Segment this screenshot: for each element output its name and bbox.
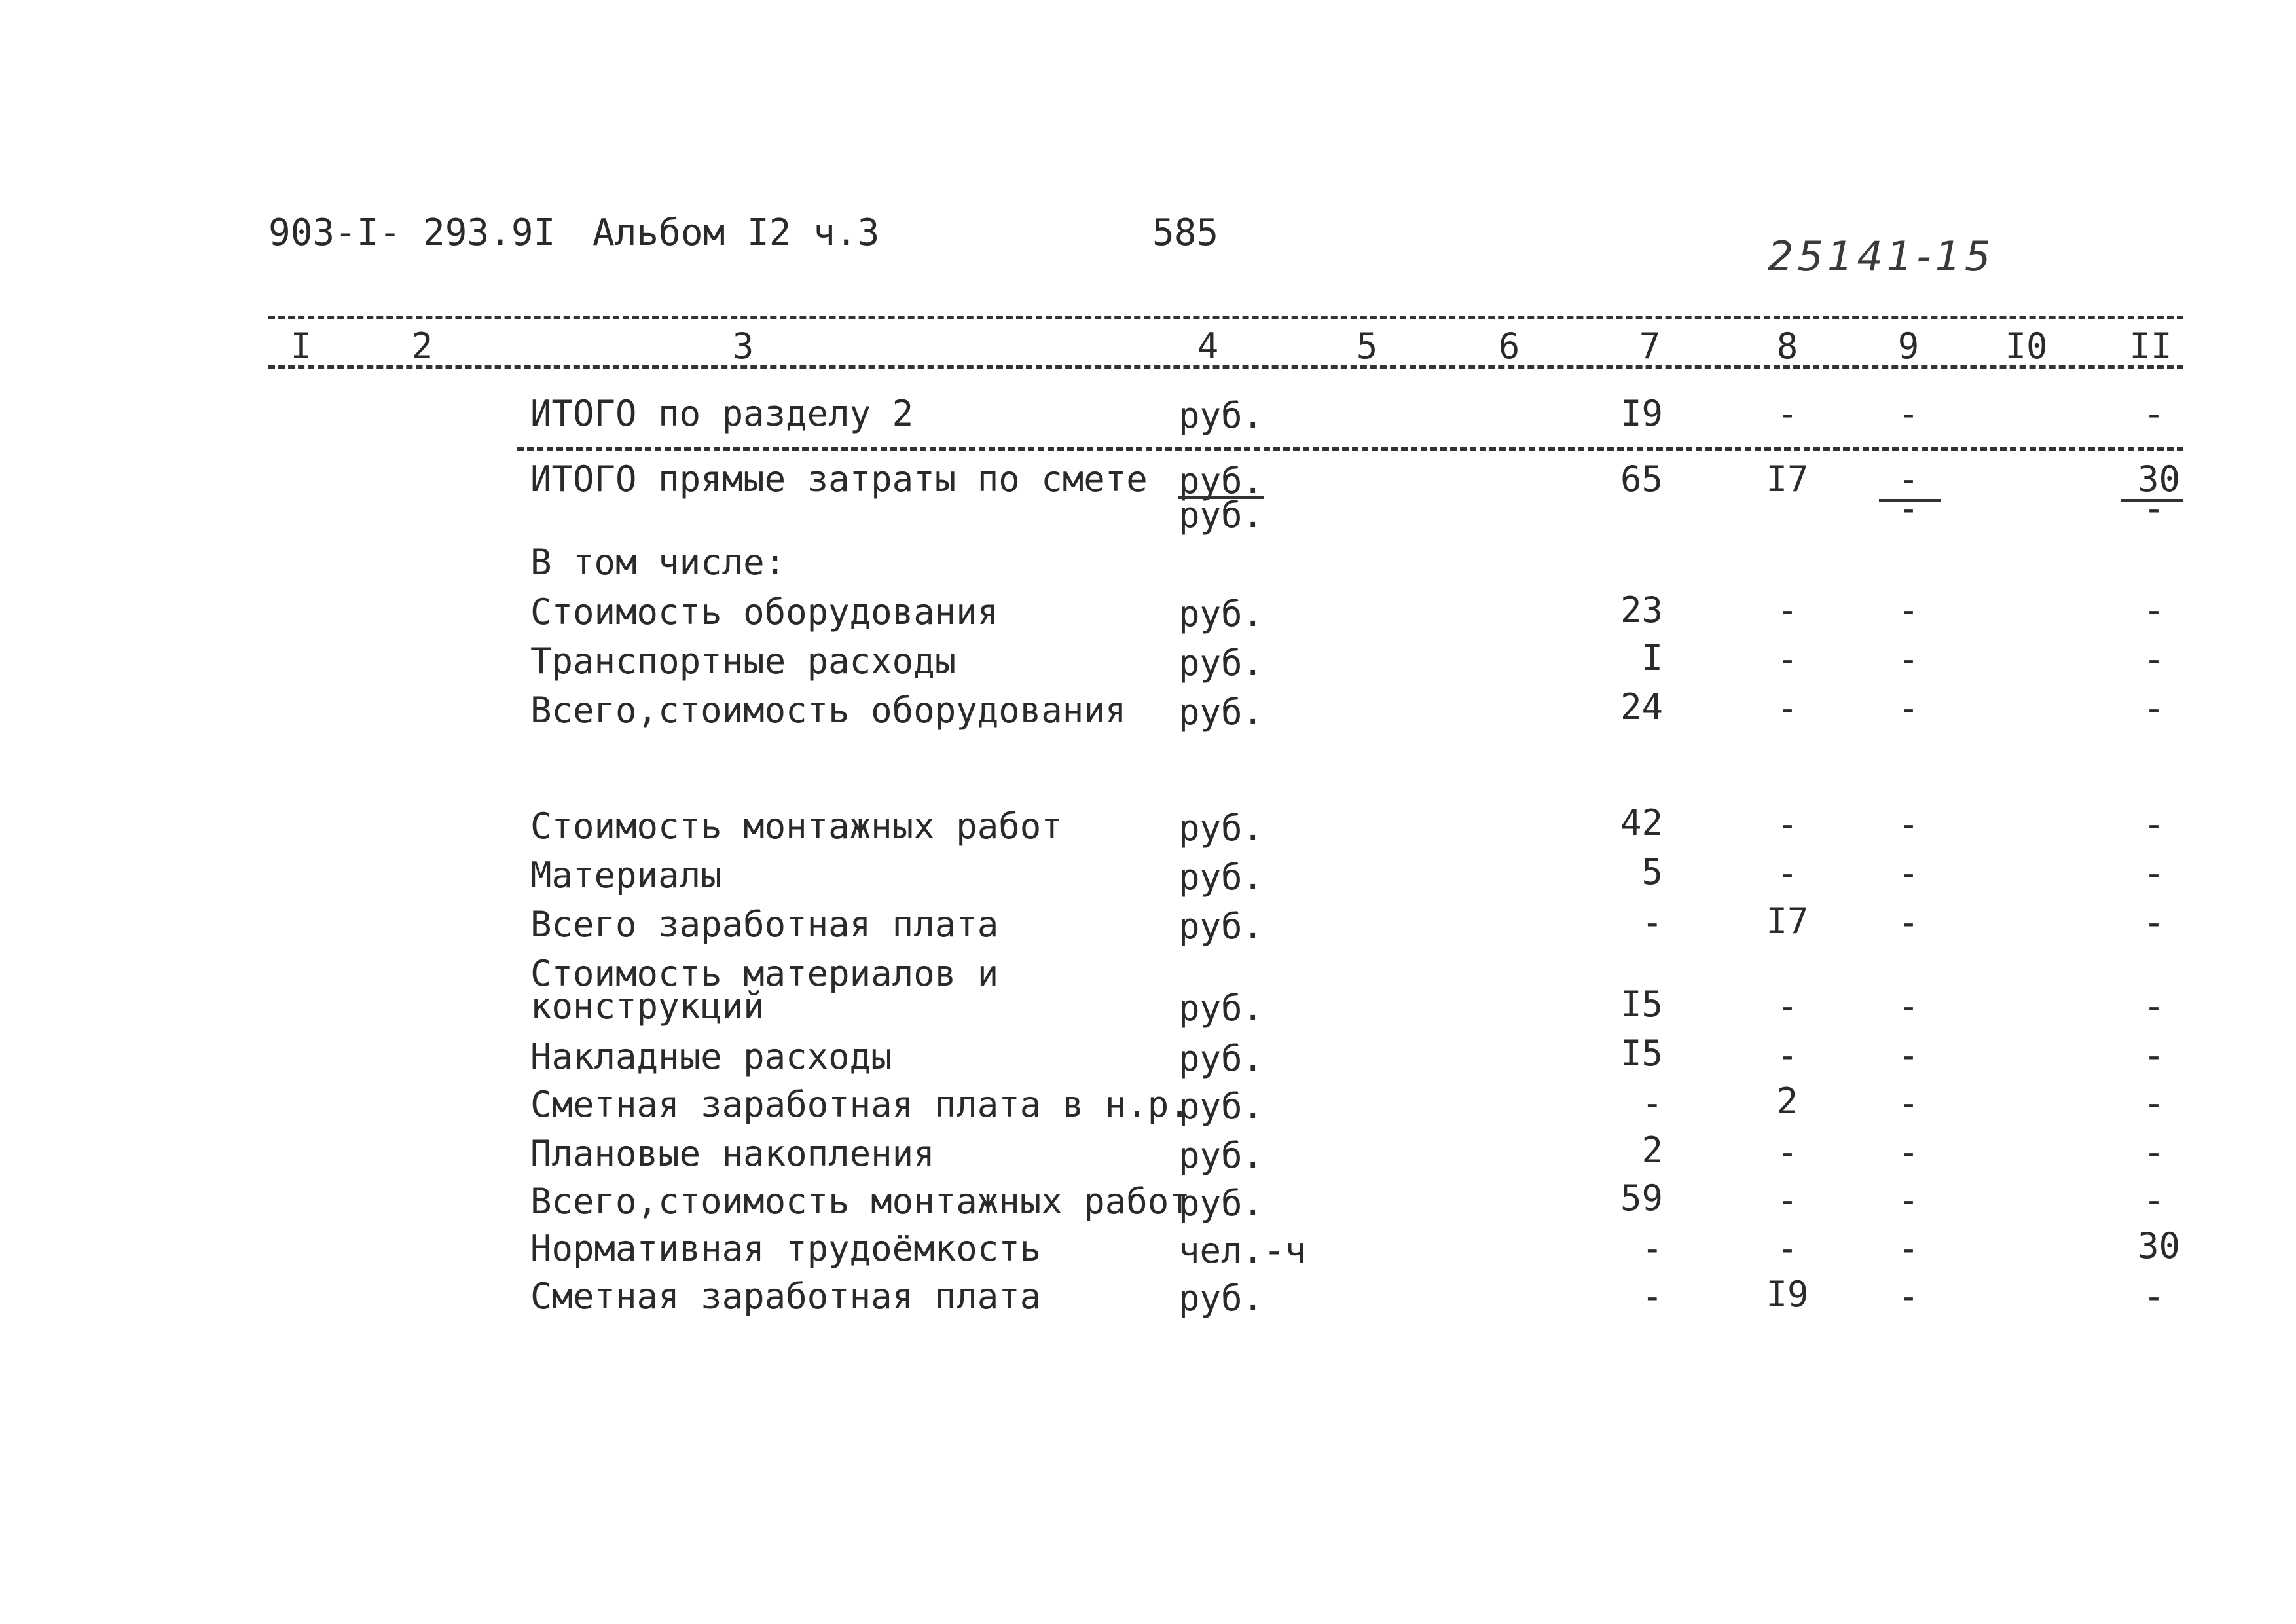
cell-col8: - [1776, 1035, 1798, 1076]
row-unit: руб. [1178, 1086, 1264, 1127]
header-top-rule [268, 316, 2183, 319]
row-name: Всего заработная плата [530, 904, 999, 945]
cell-col7: - [1641, 1228, 1663, 1269]
cell-col9: - [1897, 1082, 1920, 1124]
cell-col9: - [1897, 1276, 1920, 1317]
cell-col7: - [1641, 1276, 1663, 1317]
cell-col8: - [1776, 803, 1798, 845]
cell-col11: - [2143, 1082, 2165, 1124]
cell-col7: 2 [1641, 1130, 1663, 1171]
cell-col11: - [2143, 803, 2165, 845]
cell-col11: - [2143, 1035, 2165, 1076]
cell-col9: - [1897, 1132, 1920, 1173]
cell-col8: I9 [1766, 1274, 1809, 1315]
col-header-1: I [290, 325, 312, 367]
document-code: 903-I- 293.9I [268, 212, 556, 254]
row-unit: руб. [1178, 906, 1264, 947]
row-name: ИТОГО по разделу 2 [530, 393, 914, 434]
cell-col8: - [1776, 853, 1798, 894]
cell-col8: I7 [1766, 458, 1809, 500]
row-unit: руб. [1178, 857, 1264, 898]
row-unit: чел.-ч [1178, 1230, 1307, 1271]
cell-col11-denominator: - [2143, 488, 2165, 529]
cell-col7: 42 [1620, 802, 1663, 843]
cell-col8: - [1776, 1228, 1798, 1269]
row-name: Плановые накопления [530, 1133, 935, 1174]
row-name: Стоимость оборудования [530, 591, 999, 633]
cell-col11: - [2143, 589, 2165, 631]
row-unit: руб. [1178, 1135, 1264, 1176]
cell-col11: - [2143, 853, 2165, 894]
row-name: Сметная заработная плата [530, 1276, 1042, 1317]
row-name-continued: конструкций [530, 986, 765, 1027]
col-header-5: 5 [1356, 325, 1378, 367]
cell-col7: I9 [1620, 393, 1663, 434]
cell-col11: 30 [2137, 458, 2180, 500]
row-unit: руб. [1178, 987, 1264, 1029]
album-label: Альбом I2 ч.3 [592, 212, 880, 254]
row-unit: руб. [1178, 1183, 1264, 1224]
cell-col7: I [1641, 637, 1663, 678]
cell-col7: 65 [1620, 458, 1663, 500]
row-unit: руб. [1178, 692, 1264, 733]
col-header-2: 2 [411, 325, 433, 367]
row-name: Всего,стоимость монтажных работ [530, 1181, 1190, 1222]
row-name: ИТОГО прямые затраты по смете [530, 458, 1148, 500]
cell-col9: - [1897, 458, 1920, 500]
section-rule [517, 447, 2183, 451]
col-header-7: 7 [1639, 325, 1661, 367]
row-name: Материалы [530, 855, 722, 896]
row-unit: руб. [1178, 593, 1264, 635]
handwritten-number: 25141-15 [1768, 232, 1995, 280]
cell-col8: - [1776, 986, 1798, 1027]
cell-col9-denominator: - [1897, 488, 1920, 529]
cell-col8: - [1776, 638, 1798, 680]
cell-col11: - [2143, 1132, 2165, 1173]
cell-col8: 2 [1776, 1080, 1798, 1122]
cell-col8: I7 [1766, 900, 1809, 942]
col-header-4: 4 [1197, 325, 1219, 367]
col-header-3: 3 [732, 325, 754, 367]
row-name: Всего,стоимость оборудования [530, 690, 1127, 731]
cell-col11: - [2143, 1276, 2165, 1317]
cell-col7: I5 [1620, 1033, 1663, 1074]
cell-col11: - [2143, 393, 2165, 434]
cell-col8: - [1776, 1132, 1798, 1173]
cell-col8: - [1776, 393, 1798, 434]
cell-col9: - [1897, 902, 1920, 943]
col-header-8: 8 [1776, 325, 1798, 367]
cell-col8: - [1776, 1179, 1798, 1221]
cell-col7: 23 [1620, 589, 1663, 631]
col-header-11: II [2129, 325, 2172, 367]
row-unit: руб. [1178, 1038, 1264, 1079]
header-bottom-rule [268, 365, 2183, 369]
cell-col9: - [1897, 853, 1920, 894]
cell-col11: - [2143, 902, 2165, 943]
col-header-9: 9 [1897, 325, 1920, 367]
cell-col9: - [1897, 638, 1920, 680]
row-name: Нормативная трудоёмкость [530, 1228, 1042, 1269]
col-header-6: 6 [1498, 325, 1520, 367]
row-unit: руб. [1178, 395, 1264, 436]
cell-col8: - [1776, 589, 1798, 631]
cell-col9: - [1897, 589, 1920, 631]
cell-col7: 59 [1620, 1177, 1663, 1219]
cell-col9: - [1897, 393, 1920, 434]
cell-col9: - [1897, 803, 1920, 845]
cell-col7: I5 [1620, 984, 1663, 1025]
row-name: В том числе: [530, 542, 786, 583]
row-unit: руб. [1178, 1278, 1264, 1319]
row-unit-denominator: руб. [1178, 494, 1264, 536]
cell-col9: - [1897, 1179, 1920, 1221]
cell-col11: - [2143, 986, 2165, 1027]
cell-col7: 5 [1641, 851, 1663, 893]
row-name: Транспортные расходы [530, 640, 957, 682]
cell-col11: - [2143, 1179, 2165, 1221]
row-unit: руб. [1178, 460, 1264, 502]
row-name: Сметная заработная плата в н.р. [530, 1084, 1190, 1125]
cell-col7: - [1641, 1082, 1663, 1124]
row-unit: руб. [1178, 642, 1264, 684]
col-header-10: I0 [2005, 325, 2048, 367]
row-name: Стоимость монтажных работ [530, 805, 1063, 847]
cell-col9: - [1897, 1035, 1920, 1076]
cell-col9: - [1897, 688, 1920, 729]
page-number: 585 [1152, 212, 1219, 254]
cell-col7: 24 [1620, 686, 1663, 728]
cell-col9: - [1897, 986, 1920, 1027]
cell-col8: - [1776, 688, 1798, 729]
row-unit: руб. [1178, 807, 1264, 849]
cell-col7: - [1641, 902, 1663, 943]
row-name: Накладные расходы [530, 1036, 892, 1077]
cell-col11: - [2143, 688, 2165, 729]
cell-col11: - [2143, 638, 2165, 680]
cell-col9: - [1897, 1228, 1920, 1269]
cell-col11: 30 [2137, 1225, 2180, 1266]
row-name: Стоимость материалов и [530, 953, 999, 994]
